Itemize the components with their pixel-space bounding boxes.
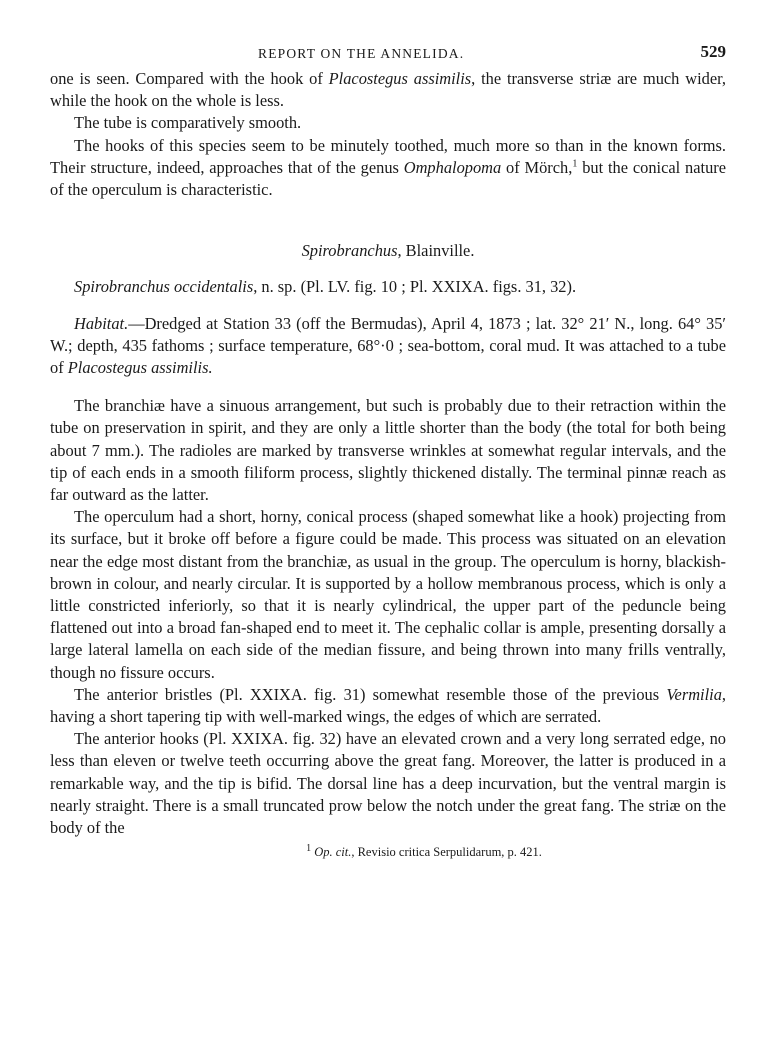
running-head — [50, 38, 726, 68]
footnote: $^1$ Op. cit., Revisio critica Serpulidarum, p. 421. — [306, 843, 542, 860]
genus-heading: Spirobranchus, Blainville. — [301, 241, 475, 261]
paragraph-tube: The tube is comparatively smooth. — [74, 113, 302, 133]
paragraph-continuation: one is seen. Compared with the hook of Placostegus assimilis, the transverse striæ are much wider, while the hook on the whole is less. — [50, 69, 726, 111]
paragraph-bristles: The anterior bristles (Pl. XXIXA. fig. 31) somewhat resemble those of the previous Vermilia, having a short tapering tip with well-marked wings, the edges of which are serrated. — [50, 684, 726, 727]
paragraph-branchiae: The branchiæ have a sinuous arrangement, but such is probably due to their retraction within the tube on preservation in spirit, and they are only a little shorter than the body (the total for both being about 7 mm.). The radioles are marked by transverse wrinkles at somewhat regular intervals, and the tip of each ends in a smooth filiform process, slightly thickened distally. The terminal pinnæ reach as far outward as the latter. — [50, 396, 726, 505]
paragraph-hooks: The hooks of this species seem to be minutely toothed, much more so than in the known forms. Their structure, indeed, approaches that of the genus Omphalopoma of Mörch,$^1$ but the conical nature of the operculum is characteristic. — [50, 135, 726, 200]
habitat-paragraph: Habitat.—Dredged at Station 33 (off the Bermudas), April 4, 1873 ; lat. 32° 21′ N., long. 64° 35′ W.; depth, 435 fathoms ; surface temperature, 68°·0 ; sea-bottom, coral mud. It was attached to a tube of Placostegus assimilis. — [50, 313, 726, 378]
footnote-ref: 1 — [572, 158, 578, 170]
running-title: REPORT ON THE ANNELIDA. — [258, 46, 465, 61]
page — [50, 38, 726, 861]
paragraph-anterior-hooks: The anterior hooks (Pl. XXIXA. fig. 32) have an elevated crown and a very long serrated edge, no less than eleven or twelve teeth occurring above the great fang. Moreover, the latter is produced in a remarkable way, and the tip is bifid. The dorsal line has a deep incurvation, but the ventral margin is nearly straight. There is a small truncated prow below the notch under the great fang. The striæ on the body of the — [50, 729, 726, 838]
paragraph-operculum: The operculum had a short, horny, conical process (shaped somewhat like a hook) projecting from its surface, but it broke off before a figure could be made. This process was situated on an elevation near the edge most distant from the branchiæ, as usual in the group. The operculum is horny, blackish-brown in colour, and nearly circular. It is supported by a hollow membranous process, which is only a little constricted inferiorly, so that it is nearly cylindrical, the upper part of the peduncle being flattened out into a broad fan-shaped end to meet it. The cephalic collar is ample, presenting dorsally a large lateral lamella on each side of the median fissure, and being thrown into many frills ventrally, though no fissure occurs. — [50, 507, 726, 682]
species-heading: Spirobranchus occidentalis, n. sp. (Pl. LV. fig. 10 ; Pl. XXIXA. figs. 31, 32). — [74, 277, 577, 297]
page-number: 529 — [700, 42, 726, 61]
